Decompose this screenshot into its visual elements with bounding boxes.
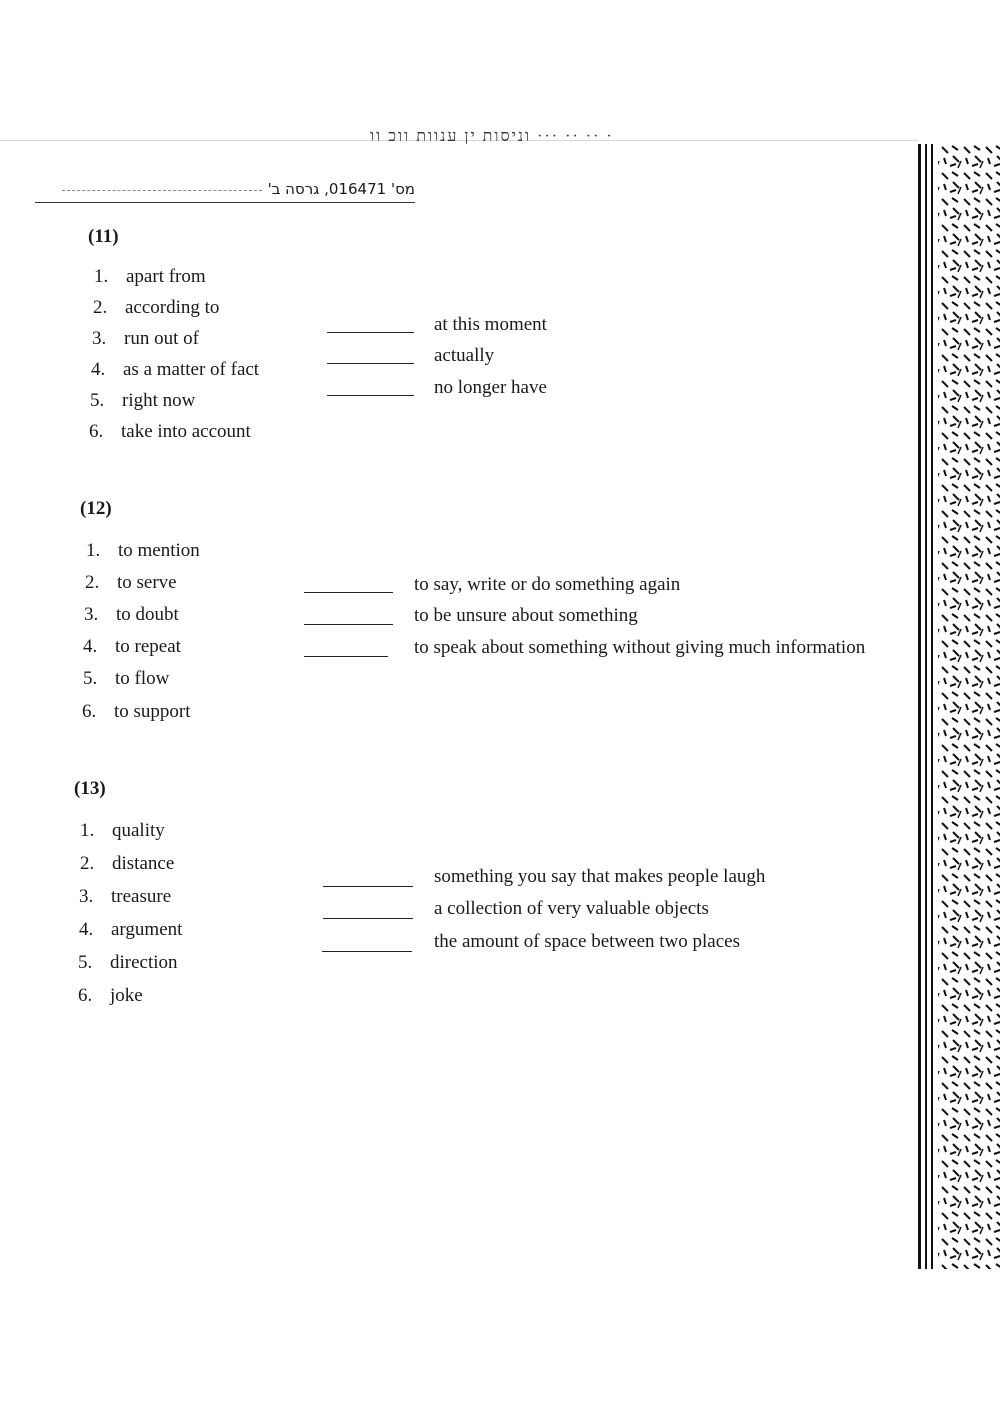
exam-header-text: מס' 016471, גרסה ב' <box>267 180 415 198</box>
list-item: 1. to mention <box>86 540 200 561</box>
list-item: 4. as a matter of fact <box>91 359 260 380</box>
exam-header <box>35 180 415 203</box>
header-dashes <box>62 189 262 191</box>
answer-blank[interactable] <box>323 918 413 919</box>
list-item: 5. direction <box>78 952 178 973</box>
list-item: 3. to doubt <box>84 604 179 625</box>
list-item: 3. treasure <box>79 886 172 907</box>
answer-blank[interactable] <box>322 951 412 952</box>
answer-blank[interactable] <box>327 395 414 396</box>
list-item: 2. to serve <box>85 572 177 593</box>
list-item: 1. quality <box>80 820 165 841</box>
definition: to be unsure about something <box>414 605 638 626</box>
list-item: 2. distance <box>80 853 175 874</box>
answer-blank[interactable] <box>327 332 414 333</box>
definition: to speak about something without giving much information <box>414 637 866 658</box>
list-item: 6. joke <box>78 985 143 1006</box>
definition: something you say that makes people laugh <box>434 866 766 887</box>
list-item: 4. argument <box>79 919 183 940</box>
definition: the amount of space between two places <box>434 931 740 952</box>
top-header-fragment: וניסות ין ענוות ווכ וו ··· ·· ·· · <box>370 128 614 145</box>
definition: no longer have <box>434 377 547 398</box>
decorative-border <box>918 144 1000 1269</box>
list-item: 5. right now <box>90 390 196 411</box>
list-item: 2. according to <box>93 297 220 318</box>
list-item: 1. apart from <box>94 266 206 287</box>
section-number: (11) <box>88 226 119 247</box>
list-item: 5. to flow <box>83 668 170 689</box>
definition: at this moment <box>434 314 547 335</box>
answer-blank[interactable] <box>304 656 388 657</box>
squiggle-pattern <box>918 144 1000 1269</box>
answer-blank[interactable] <box>304 624 393 625</box>
definition: a collection of very valuable objects <box>434 898 709 919</box>
list-item: 3. run out of <box>92 328 199 349</box>
definition: to say, write or do something again <box>414 574 681 595</box>
section-number: (12) <box>80 498 112 519</box>
answer-blank[interactable] <box>327 363 414 364</box>
section-number: (13) <box>74 778 106 799</box>
answer-blank[interactable] <box>304 592 393 593</box>
definition: actually <box>434 345 495 366</box>
list-item: 6. to support <box>82 701 191 722</box>
list-item: 4. to repeat <box>83 636 181 657</box>
answer-blank[interactable] <box>323 886 413 887</box>
list-item: 6. take into account <box>89 421 251 442</box>
